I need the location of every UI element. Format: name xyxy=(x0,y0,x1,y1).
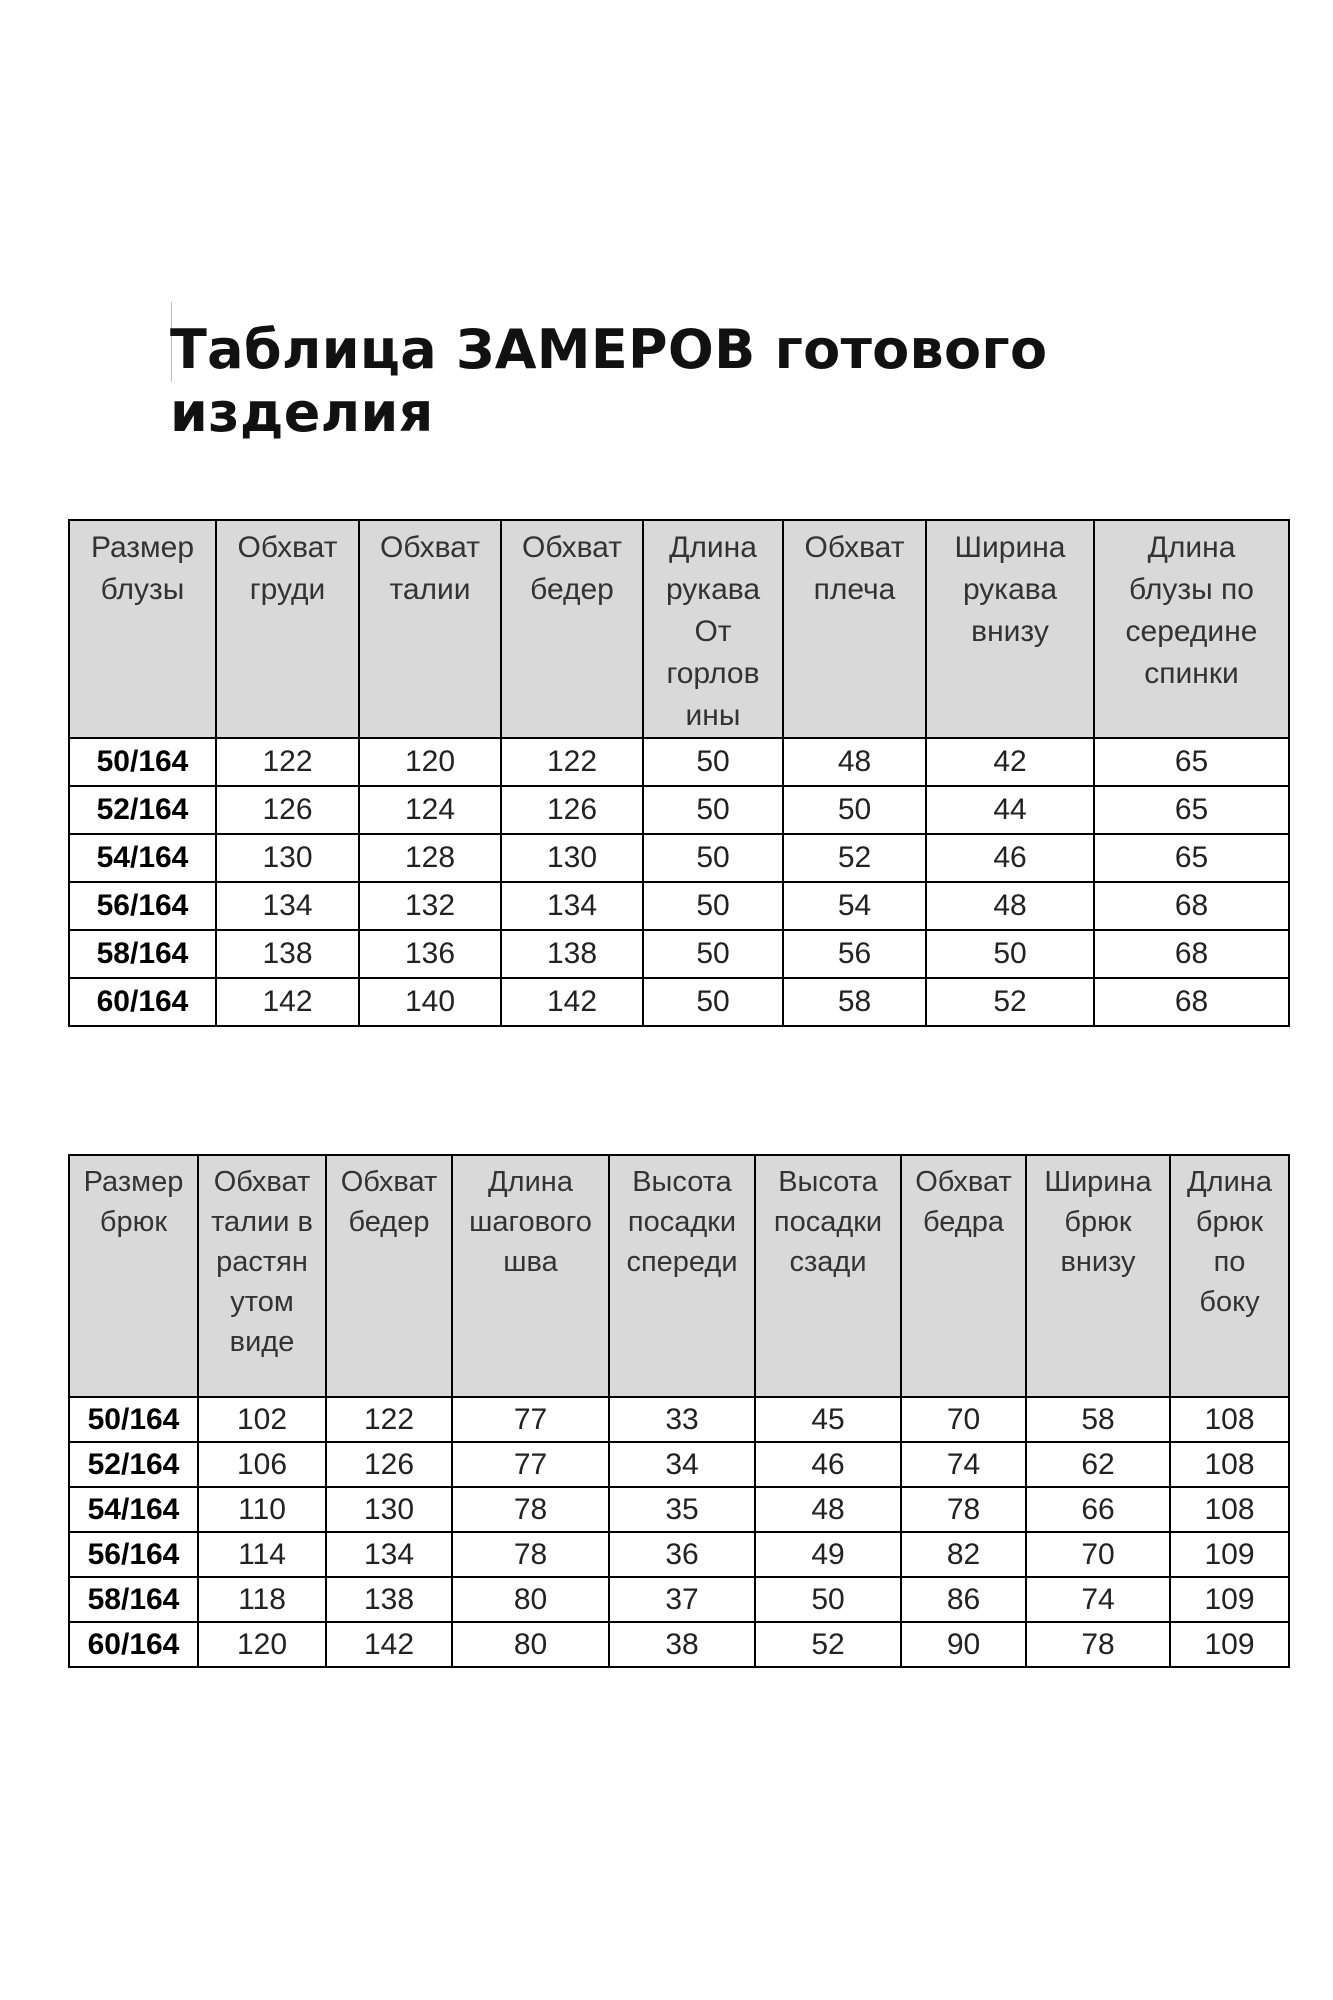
table-cell: 50 xyxy=(643,738,783,786)
table-cell: 50 xyxy=(926,930,1094,978)
table-cell: 44 xyxy=(926,786,1094,834)
table-cell: 68 xyxy=(1094,930,1289,978)
table-cell: 130 xyxy=(501,834,643,882)
table-cell: 77 xyxy=(452,1397,609,1442)
table-cell: 70 xyxy=(1026,1532,1170,1577)
table-cell: 50 xyxy=(783,786,926,834)
table-cell: 50 xyxy=(643,882,783,930)
header-hips: Обхват бедер xyxy=(501,520,643,738)
table-cell: 78 xyxy=(452,1487,609,1532)
table-cell: 49 xyxy=(755,1532,901,1577)
size-cell: 58/164 xyxy=(69,1577,198,1622)
table-row xyxy=(69,978,1289,1026)
table-cell: 122 xyxy=(216,738,359,786)
table-row xyxy=(69,834,1289,882)
header-sleeve-length: Длина рукава От горлов ины xyxy=(643,520,783,738)
table-cell: 48 xyxy=(926,882,1094,930)
table-row xyxy=(69,1577,1289,1622)
table-cell: 86 xyxy=(901,1577,1026,1622)
table-row xyxy=(69,1397,1289,1442)
page-title: Таблица ЗАМЕРОВ готового изделия xyxy=(170,318,1048,444)
table-row xyxy=(69,1532,1289,1577)
table-cell: 78 xyxy=(452,1532,609,1577)
table-cell: 50 xyxy=(643,834,783,882)
table-cell: 65 xyxy=(1094,834,1289,882)
table-cell: 108 xyxy=(1170,1397,1289,1442)
table-cell: 78 xyxy=(1026,1622,1170,1667)
table-cell: 52 xyxy=(926,978,1094,1026)
size-cell: 50/164 xyxy=(69,1397,198,1442)
table-cell: 74 xyxy=(901,1442,1026,1487)
table-cell: 58 xyxy=(783,978,926,1026)
table-cell: 54 xyxy=(783,882,926,930)
header-waist-stretched: Обхват талии в растян утом виде xyxy=(198,1155,326,1397)
table-cell: 136 xyxy=(359,930,501,978)
table-row xyxy=(69,882,1289,930)
table-cell: 142 xyxy=(326,1622,452,1667)
table-cell: 46 xyxy=(755,1442,901,1487)
table-cell: 36 xyxy=(609,1532,755,1577)
table-cell: 77 xyxy=(452,1442,609,1487)
header-chest: Обхват груди xyxy=(216,520,359,738)
header-thigh: Обхват бедра xyxy=(901,1155,1026,1397)
table-cell: 74 xyxy=(1026,1577,1170,1622)
table-cell: 65 xyxy=(1094,738,1289,786)
header-inseam: Длина шагового шва xyxy=(452,1155,609,1397)
table-cell: 65 xyxy=(1094,786,1289,834)
table-header-row xyxy=(69,520,1289,738)
table-cell: 138 xyxy=(501,930,643,978)
table-cell: 134 xyxy=(501,882,643,930)
table-cell: 50 xyxy=(643,786,783,834)
size-cell: 58/164 xyxy=(69,930,216,978)
table-cell: 138 xyxy=(326,1577,452,1622)
size-cell: 56/164 xyxy=(69,882,216,930)
size-cell: 60/164 xyxy=(69,978,216,1026)
table-cell: 142 xyxy=(216,978,359,1026)
table-cell: 56 xyxy=(783,930,926,978)
table-cell: 66 xyxy=(1026,1487,1170,1532)
table-cell: 70 xyxy=(901,1397,1026,1442)
table-header-row xyxy=(69,1155,1289,1397)
table-row xyxy=(69,1487,1289,1532)
table-cell: 134 xyxy=(326,1532,452,1577)
table-cell: 68 xyxy=(1094,978,1289,1026)
table-row xyxy=(69,1622,1289,1667)
table-cell: 50 xyxy=(643,978,783,1026)
header-back-length: Длина блузы по середине спинки xyxy=(1094,520,1289,738)
header-back-rise: Высота посадки сзади xyxy=(755,1155,901,1397)
table-row xyxy=(69,738,1289,786)
header-sleeve-width: Ширина рукава внизу xyxy=(926,520,1094,738)
table-cell: 106 xyxy=(198,1442,326,1487)
table-cell: 126 xyxy=(216,786,359,834)
size-cell: 52/164 xyxy=(69,1442,198,1487)
table-cell: 90 xyxy=(901,1622,1026,1667)
table-cell: 38 xyxy=(609,1622,755,1667)
size-cell: 52/164 xyxy=(69,786,216,834)
table-cell: 46 xyxy=(926,834,1094,882)
table-cell: 138 xyxy=(216,930,359,978)
table-cell: 50 xyxy=(643,930,783,978)
table-cell: 82 xyxy=(901,1532,1026,1577)
table-cell: 126 xyxy=(501,786,643,834)
table-cell: 122 xyxy=(326,1397,452,1442)
table-cell: 128 xyxy=(359,834,501,882)
table-row xyxy=(69,786,1289,834)
header-size: Размер блузы xyxy=(69,520,216,738)
table-cell: 52 xyxy=(755,1622,901,1667)
table-cell: 110 xyxy=(198,1487,326,1532)
table-cell: 142 xyxy=(501,978,643,1026)
header-hips: Обхват бедер xyxy=(326,1155,452,1397)
table-cell: 130 xyxy=(326,1487,452,1532)
table-cell: 45 xyxy=(755,1397,901,1442)
table-cell: 124 xyxy=(359,786,501,834)
pants-measurements-table xyxy=(68,1154,1290,1668)
table-cell: 68 xyxy=(1094,882,1289,930)
header-waist: Обхват талии xyxy=(359,520,501,738)
size-cell: 54/164 xyxy=(69,1487,198,1532)
table-cell: 35 xyxy=(609,1487,755,1532)
table-cell: 34 xyxy=(609,1442,755,1487)
header-leg-opening: Ширина брюк внизу xyxy=(1026,1155,1170,1397)
table-cell: 140 xyxy=(359,978,501,1026)
table-row xyxy=(69,1442,1289,1487)
blouse-measurements-table xyxy=(68,519,1290,1027)
header-shoulder: Обхват плеча xyxy=(783,520,926,738)
header-side-length: Длина брюк по боку xyxy=(1170,1155,1289,1397)
table-row xyxy=(69,930,1289,978)
table-cell: 78 xyxy=(901,1487,1026,1532)
table-cell: 108 xyxy=(1170,1487,1289,1532)
table-cell: 108 xyxy=(1170,1442,1289,1487)
table-cell: 109 xyxy=(1170,1532,1289,1577)
table-cell: 126 xyxy=(326,1442,452,1487)
table-cell: 114 xyxy=(198,1532,326,1577)
table-cell: 48 xyxy=(783,738,926,786)
table-cell: 120 xyxy=(359,738,501,786)
table-cell: 122 xyxy=(501,738,643,786)
header-size: Размер брюк xyxy=(69,1155,198,1397)
table-cell: 118 xyxy=(198,1577,326,1622)
table-cell: 102 xyxy=(198,1397,326,1442)
table-cell: 52 xyxy=(783,834,926,882)
size-cell: 54/164 xyxy=(69,834,216,882)
table-cell: 109 xyxy=(1170,1577,1289,1622)
size-cell: 60/164 xyxy=(69,1622,198,1667)
table-cell: 33 xyxy=(609,1397,755,1442)
table-cell: 130 xyxy=(216,834,359,882)
table-cell: 58 xyxy=(1026,1397,1170,1442)
table-cell: 134 xyxy=(216,882,359,930)
table-cell: 37 xyxy=(609,1577,755,1622)
table-cell: 80 xyxy=(452,1622,609,1667)
table-cell: 120 xyxy=(198,1622,326,1667)
table-cell: 48 xyxy=(755,1487,901,1532)
size-cell: 56/164 xyxy=(69,1532,198,1577)
table-cell: 42 xyxy=(926,738,1094,786)
table-cell: 132 xyxy=(359,882,501,930)
table-cell: 109 xyxy=(1170,1622,1289,1667)
size-cell: 50/164 xyxy=(69,738,216,786)
table-cell: 62 xyxy=(1026,1442,1170,1487)
table-cell: 80 xyxy=(452,1577,609,1622)
header-front-rise: Высота посадки спереди xyxy=(609,1155,755,1397)
table-cell: 50 xyxy=(755,1577,901,1622)
